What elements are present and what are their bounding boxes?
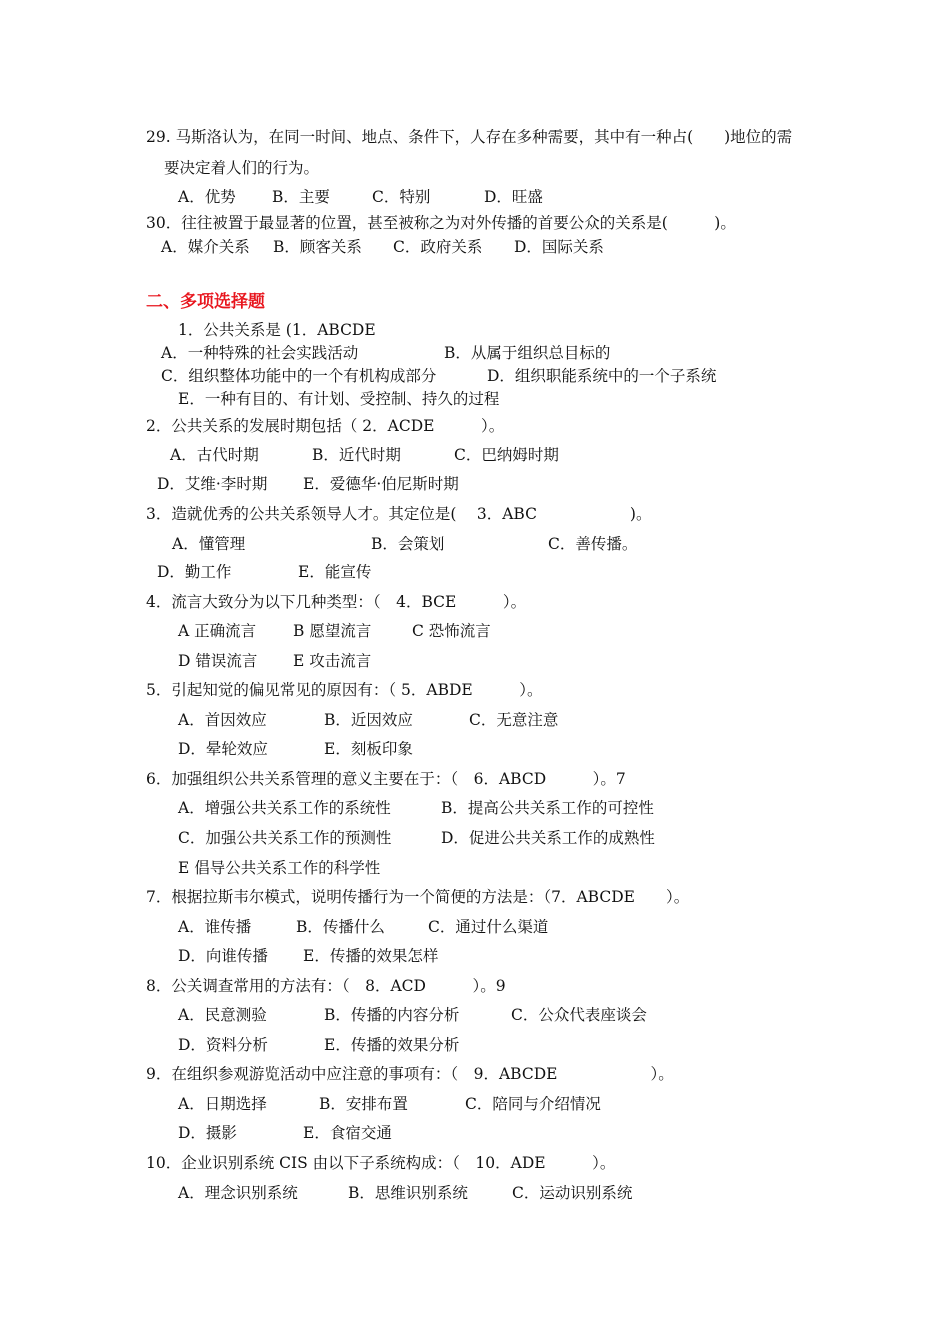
- m5-option-c: C．无意注意: [469, 711, 559, 729]
- m3-option-a: A．懂管理: [172, 535, 246, 553]
- m6-option-d: D．促进公共关系工作的成熟性: [441, 829, 655, 847]
- q29-line1: 29. 马斯洛认为，在同一时间、地点、条件下，人存在多种需要，其中有一种占( )地位的需: [146, 128, 793, 146]
- section-heading: 二、多项选择题: [146, 292, 265, 312]
- q29-option-c: C．特别: [372, 188, 431, 206]
- m8-option-d: D．资料分析: [178, 1036, 268, 1054]
- m2-question: 2．公共关系的发展时期包括（ 2．ACDE ）。: [146, 417, 505, 435]
- m4-option-d: D 错误流言: [178, 652, 258, 670]
- m7-option-b: B．传播什么: [296, 918, 385, 936]
- m2-option-d: D．艾维·李时期: [157, 475, 268, 493]
- q29-option-a: A．优势: [178, 188, 236, 206]
- q30-option-c: C．政府关系: [393, 238, 483, 256]
- m5-option-d: D．晕轮效应: [178, 740, 268, 758]
- q29-option-b: B．主要: [272, 188, 330, 206]
- m2-option-c: C．巴纳姆时期: [454, 446, 559, 464]
- q29-line2: 要决定着人们的行为。: [164, 159, 320, 177]
- m1-option-e: E．一种有目的、有计划、受控制、持久的过程: [178, 390, 500, 408]
- m1-question: 1．公共关系是 (1．ABCDE: [178, 321, 376, 339]
- m6-option-c: C．加强公共关系工作的预测性: [178, 829, 392, 847]
- m6-option-e: E 倡导公共关系工作的科学性: [178, 859, 381, 877]
- m2-option-e: E．爱德华·伯尼斯时期: [303, 475, 459, 493]
- m9-option-a: A．日期选择: [178, 1095, 267, 1113]
- m7-option-d: D．向谁传播: [178, 947, 268, 965]
- q30-question: 30．往往被置于最显著的位置，甚至被称之为对外传播的首要公众的关系是( )。: [146, 214, 736, 232]
- m8-option-e: E．传播的效果分析: [324, 1036, 460, 1054]
- m7-option-c: C．通过什么渠道: [428, 918, 549, 936]
- m8-question: 8．公关调查常用的方法有：（ 8．ACD ）。9: [146, 977, 506, 995]
- m10-question: 10．企业识别系统 CIS 由以下子系统构成：（ 10．ADE ）。: [146, 1154, 616, 1172]
- m7-question: 7．根据拉斯韦尔模式，说明传播行为一个简便的方法是：（7．ABCDE ）。: [146, 888, 690, 906]
- m3-option-e: E．能宣传: [298, 563, 372, 581]
- q29-option-d: D．旺盛: [484, 188, 543, 206]
- m8-option-b: B．传播的内容分析: [324, 1006, 460, 1024]
- m4-question: 4．流言大致分为以下几种类型：（ 4．BCE ）。: [146, 593, 527, 611]
- m4-option-e: E 攻击流言: [293, 652, 372, 670]
- q30-option-a: A．媒介关系: [161, 238, 250, 256]
- m6-option-a: A．增强公共关系工作的系统性: [178, 799, 391, 817]
- m5-option-a: A．首因效应: [178, 711, 267, 729]
- m9-option-b: B．安排布置: [319, 1095, 408, 1113]
- m9-question: 9．在组织参观游览活动中应注意的事项有：（ 9．ABCDE ）。: [146, 1065, 674, 1083]
- m2-option-a: A．古代时期: [170, 446, 259, 464]
- m1-option-c: C．组织整体功能中的一个有机构成部分: [161, 367, 437, 385]
- m9-option-e: E．食宿交通: [303, 1124, 392, 1142]
- m9-option-d: D．摄影: [178, 1124, 237, 1142]
- m1-option-a: A．一种特殊的社会实践活动: [161, 344, 359, 362]
- m4-option-c: C 恐怖流言: [412, 622, 491, 640]
- m3-option-c: C．善传播。: [548, 535, 638, 553]
- m8-option-a: A．民意测验: [178, 1006, 267, 1024]
- m5-option-e: E．刻板印象: [324, 740, 413, 758]
- m7-option-a: A．谁传播: [178, 918, 252, 936]
- m9-option-c: C．陪同与介绍情况: [465, 1095, 601, 1113]
- m1-option-d: D．组织职能系统中的一个子系统: [487, 367, 717, 385]
- m4-option-b: B 愿望流言: [293, 622, 372, 640]
- m7-option-e: E．传播的效果怎样: [303, 947, 439, 965]
- m3-question: 3．造就优秀的公共关系领导人才。其定位是( 3．ABC )。: [146, 505, 652, 523]
- m10-option-c: C．运动识别系统: [512, 1184, 633, 1202]
- m4-option-a: A 正确流言: [178, 622, 257, 640]
- m8-option-c: C．公众代表座谈会: [511, 1006, 647, 1024]
- m6-question: 6．加强组织公共关系管理的意义主要在于：（ 6．ABCD ）。7: [146, 770, 626, 788]
- m2-option-b: B．近代时期: [312, 446, 401, 464]
- q30-option-b: B．顾客关系: [273, 238, 362, 256]
- q30-option-d: D．国际关系: [514, 238, 604, 256]
- m3-option-d: D．勤工作: [157, 563, 232, 581]
- m6-option-b: B．提高公共关系工作的可控性: [441, 799, 654, 817]
- m5-option-b: B．近因效应: [324, 711, 413, 729]
- m1-option-b: B．从属于组织总目标的: [444, 344, 611, 362]
- m10-option-b: B．思维识别系统: [348, 1184, 468, 1202]
- m3-option-b: B．会策划: [371, 535, 445, 553]
- m5-question: 5．引起知觉的偏见常见的原因有：（ 5．ABDE ）。: [146, 681, 543, 699]
- m10-option-a: A．理念识别系统: [178, 1184, 298, 1202]
